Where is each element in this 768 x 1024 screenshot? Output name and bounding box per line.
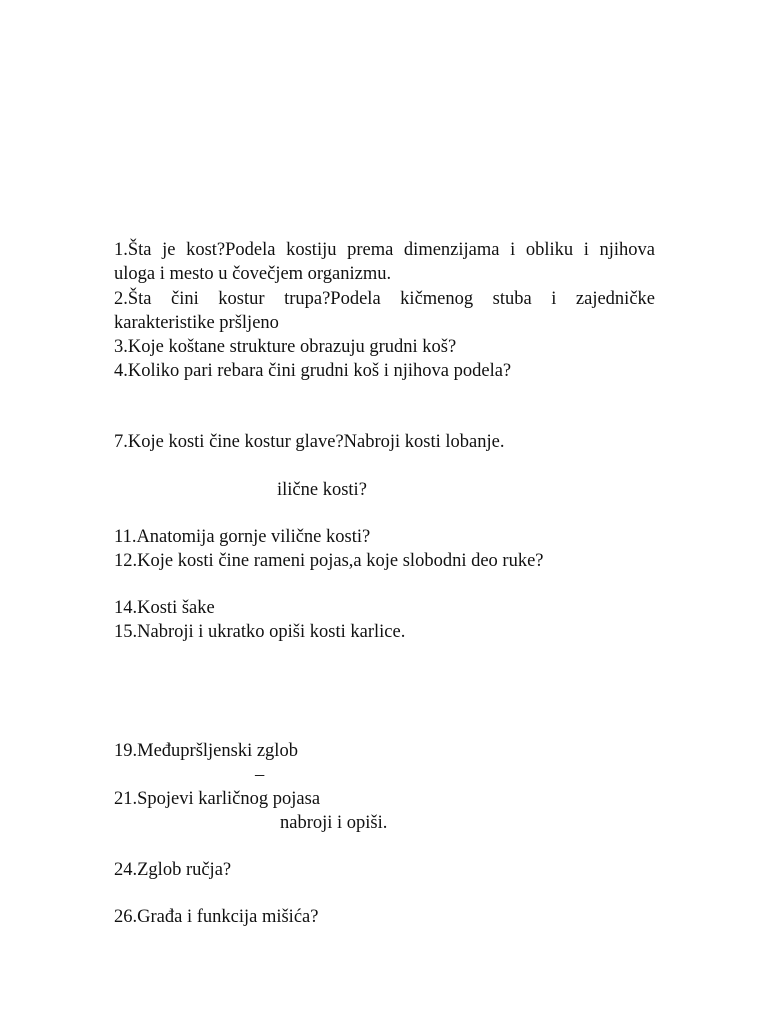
question-7: 7.Koje kosti čine kostur glave?Nabroji kosti lobanje. (114, 432, 505, 452)
question-1-line-1: 1.Šta je kost?Podela kostiju prema dimenzijama i obliku i njihova (114, 240, 655, 260)
question-2-line-2: karakteristike pršljeno (114, 313, 279, 333)
question-19: 19.Međupršljenski zglob (114, 741, 298, 761)
dash-fragment: – (255, 765, 265, 785)
text-fragment-1: ilične kosti? (277, 480, 367, 500)
question-1-line-2: uloga i mesto u čovečjem organizmu. (114, 264, 392, 284)
question-15: 15.Nabroji i ukratko opiši kosti karlice. (114, 622, 406, 642)
question-21: 21.Spojevi karličnog pojasa (114, 789, 321, 809)
question-12: 12.Koje kosti čine rameni pojas,a koje slobodni deo ruke? (114, 551, 544, 571)
question-4: 4.Koliko pari rebara čini grudni koš i njihova podela? (114, 361, 512, 381)
question-2-line-1: 2.Šta čini kostur trupa?Podela kičmenog stuba i zajedničke (114, 289, 655, 309)
question-26: 26.Građa i funkcija mišića? (114, 907, 319, 927)
question-3: 3.Koje koštane strukture obrazuju grudni koš? (114, 337, 457, 357)
question-14: 14.Kosti šake (114, 598, 215, 618)
question-11: 11.Anatomija gornje vilične kosti? (114, 527, 371, 547)
question-24: 24.Zglob ručja? (114, 860, 232, 880)
text-fragment-2: nabroji i opiši. (280, 813, 388, 833)
